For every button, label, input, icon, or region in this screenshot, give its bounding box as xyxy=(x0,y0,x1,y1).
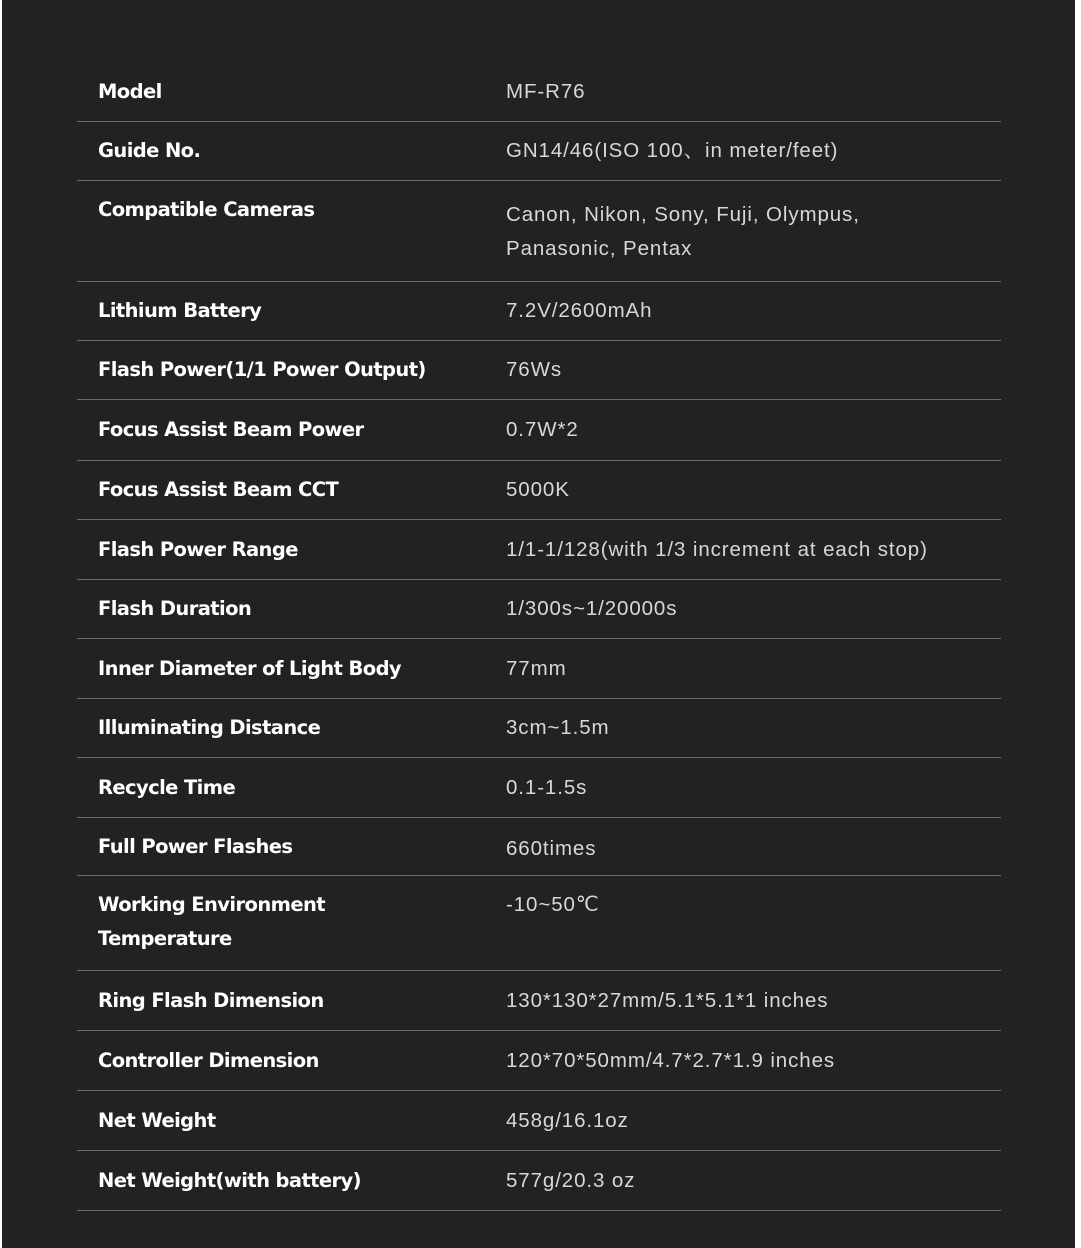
spec-label: Model xyxy=(98,79,162,103)
spec-value: 458g/16.1oz xyxy=(506,1108,629,1132)
spec-value: 120*70*50mm/4.7*2.7*1.9 inches xyxy=(506,1048,836,1072)
spec-label: Flash Power(1/1 Power Output) xyxy=(98,358,426,381)
spec-value: GN14/46(ISO 100、in meter/feet) xyxy=(506,139,839,162)
spec-value: -10~50℃ xyxy=(506,893,600,916)
spec-label: Flash Power Range xyxy=(98,537,298,561)
spec-label: Inner Diameter of Light Body xyxy=(98,656,402,680)
spec-label-line: Working Environment xyxy=(98,893,325,916)
spec-row-full-power-flashes xyxy=(77,818,1001,876)
spec-label: Net Weight(with battery) xyxy=(98,1168,361,1192)
spec-table xyxy=(77,62,1001,1211)
spec-value: 77mm xyxy=(506,656,567,680)
spec-value: 5000K xyxy=(506,478,570,501)
spec-label: Recycle Time xyxy=(98,775,236,799)
spec-value: 1/300s~1/20000s xyxy=(506,597,678,620)
spec-value: 0.7W*2 xyxy=(506,418,579,441)
spec-row-net-weight-with-battery xyxy=(77,1151,1001,1211)
spec-value: 130*130*27mm/5.1*5.1*1 inches xyxy=(506,988,829,1012)
spec-value: 660times xyxy=(506,836,597,860)
spec-label: Flash Duration xyxy=(98,597,252,620)
spec-value: 3cm~1.5m xyxy=(506,716,610,739)
spec-row-ring-flash-dimension xyxy=(77,971,1001,1031)
spec-row-focus-assist-beam-cct xyxy=(77,461,1001,520)
spec-value: 0.1-1.5s xyxy=(506,775,588,799)
spec-label: Ring Flash Dimension xyxy=(98,988,324,1012)
spec-row-net-weight xyxy=(77,1091,1001,1151)
spec-label-line: Temperature xyxy=(98,927,232,950)
spec-value: 577g/20.3 oz xyxy=(506,1168,636,1192)
spec-row-illuminating-distance xyxy=(77,699,1001,758)
spec-row-flash-power xyxy=(77,341,1001,400)
spec-label: Focus Assist Beam Power xyxy=(98,418,364,441)
spec-value: 76Ws xyxy=(506,358,563,381)
spec-row-flash-duration xyxy=(77,580,1001,639)
spec-row-recycle-time xyxy=(77,758,1001,818)
spec-label: Guide No. xyxy=(98,139,201,162)
spec-value-line: Panasonic, Pentax xyxy=(506,237,693,260)
spec-row-controller-dimension xyxy=(77,1031,1001,1091)
spec-panel xyxy=(2,0,1075,1248)
spec-label: Compatible Cameras xyxy=(98,198,315,221)
spec-value xyxy=(506,193,1001,266)
spec-row-working-temperature xyxy=(77,876,1001,971)
spec-label: Lithium Battery xyxy=(98,299,262,322)
spec-label: Focus Assist Beam CCT xyxy=(98,478,339,501)
spec-row-lithium-battery xyxy=(77,282,1001,341)
spec-value: 7.2V/2600mAh xyxy=(506,299,653,322)
spec-label xyxy=(77,888,506,956)
spec-label: Net Weight xyxy=(98,1108,216,1132)
spec-value: 1/1-1/128(with 1/3 increment at each stop) xyxy=(506,537,928,561)
spec-value-line: Canon, Nikon, Sony, Fuji, Olympus, xyxy=(506,203,860,226)
spec-row-guide-no xyxy=(77,122,1001,181)
spec-row-inner-diameter xyxy=(77,639,1001,699)
spec-row-compatible-cameras xyxy=(77,181,1001,282)
spec-row-flash-power-range xyxy=(77,520,1001,580)
spec-label: Illuminating Distance xyxy=(98,716,321,739)
spec-row-focus-assist-beam-power xyxy=(77,400,1001,461)
spec-value: MF-R76 xyxy=(506,79,586,103)
spec-row-model xyxy=(77,62,1001,122)
spec-label: Full Power Flashes xyxy=(98,834,293,858)
spec-label: Controller Dimension xyxy=(98,1048,319,1072)
